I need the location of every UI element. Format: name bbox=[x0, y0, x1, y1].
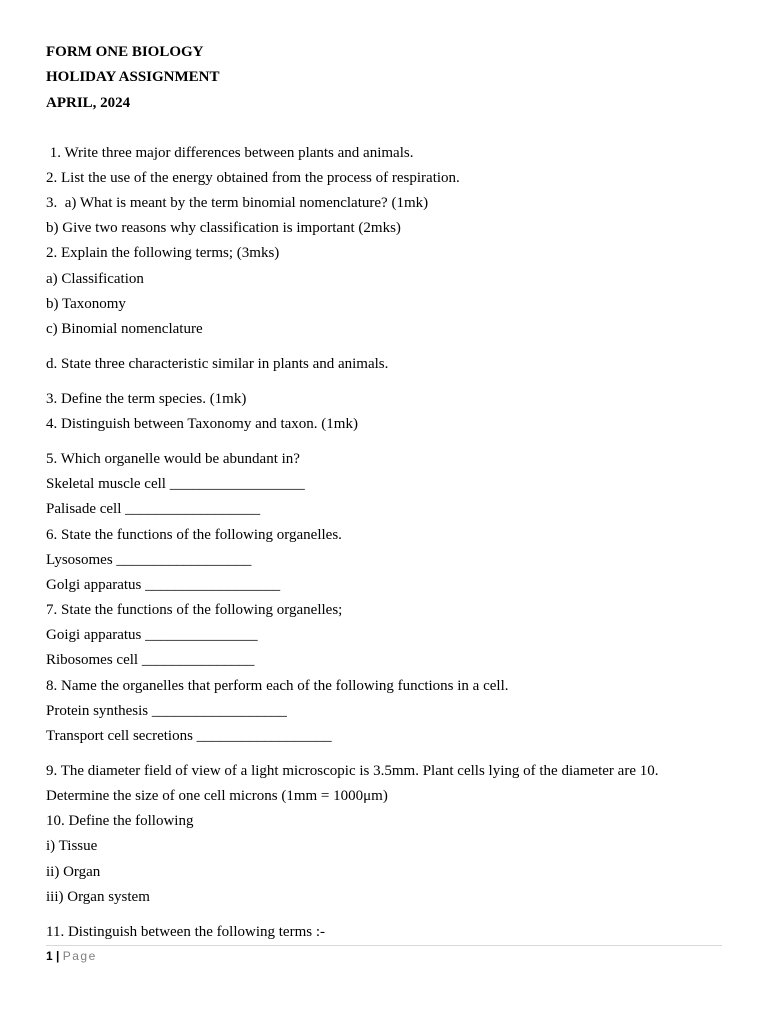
document-title: FORM ONE BIOLOGY bbox=[46, 44, 204, 60]
question-line: b) Taxonomy bbox=[46, 296, 126, 312]
question-line: b) Give two reasons why classification is important (2mks) bbox=[46, 220, 401, 236]
question-line: 7. State the functions of the following organelles; bbox=[46, 602, 343, 618]
answer-line: Skeletal muscle cell __________________ bbox=[46, 476, 305, 492]
question-line: 11. Distinguish between the following terms :- bbox=[46, 924, 325, 940]
question-line: 3. Define the term species. (1mk) bbox=[46, 391, 247, 407]
question-line: iii) Organ system bbox=[46, 889, 150, 905]
question-line: 8. Name the organelles that perform each of the following functions in a cell. bbox=[46, 678, 509, 694]
question-line: 10. Define the following bbox=[46, 813, 194, 829]
footer-separator: | bbox=[56, 949, 60, 963]
question-line: 3. a) What is meant by the term binomial nomenclature? (1mk) bbox=[46, 195, 429, 211]
answer-line: Protein synthesis __________________ bbox=[46, 703, 287, 719]
question-line: d. State three characteristic similar in plants and animals. bbox=[46, 356, 389, 372]
document-subtitle: HOLIDAY ASSIGNMENT bbox=[46, 69, 220, 85]
page-footer bbox=[46, 948, 97, 964]
question-line: 4. Distinguish between Taxonomy and taxon. (1mk) bbox=[46, 416, 358, 432]
answer-line: Palisade cell __________________ bbox=[46, 501, 261, 517]
footer-divider bbox=[46, 945, 722, 946]
page-label: Page bbox=[62, 949, 97, 963]
document-date: APRIL, 2024 bbox=[46, 95, 131, 111]
question-line: 5. Which organelle would be abundant in? bbox=[46, 451, 300, 467]
page-number: 1 bbox=[46, 949, 53, 963]
question-line: i) Tissue bbox=[46, 838, 98, 854]
question-line: a) Classification bbox=[46, 271, 144, 287]
question-line: 6. State the functions of the following organelles. bbox=[46, 527, 342, 543]
question-line: 1. Write three major differences between plants and animals. bbox=[46, 145, 414, 161]
question-line: 2. List the use of the energy obtained from the process of respiration. bbox=[46, 170, 460, 186]
question-line: 9. The diameter field of view of a light microscopic is 3.5mm. Plant cells lying of the diameter are 10. bbox=[46, 763, 659, 779]
question-line: 2. Explain the following terms; (3mks) bbox=[46, 245, 280, 261]
answer-line: Lysosomes __________________ bbox=[46, 552, 252, 568]
question-line: Determine the size of one cell microns (1mm = 1000μm) bbox=[46, 788, 388, 804]
answer-line: Goigi apparatus _______________ bbox=[46, 627, 258, 643]
question-line: ii) Organ bbox=[46, 864, 101, 880]
answer-line: Ribosomes cell _______________ bbox=[46, 652, 255, 668]
question-line: c) Binomial nomenclature bbox=[46, 321, 203, 337]
answer-line: Golgi apparatus __________________ bbox=[46, 577, 281, 593]
answer-line: Transport cell secretions __________________ bbox=[46, 728, 332, 744]
